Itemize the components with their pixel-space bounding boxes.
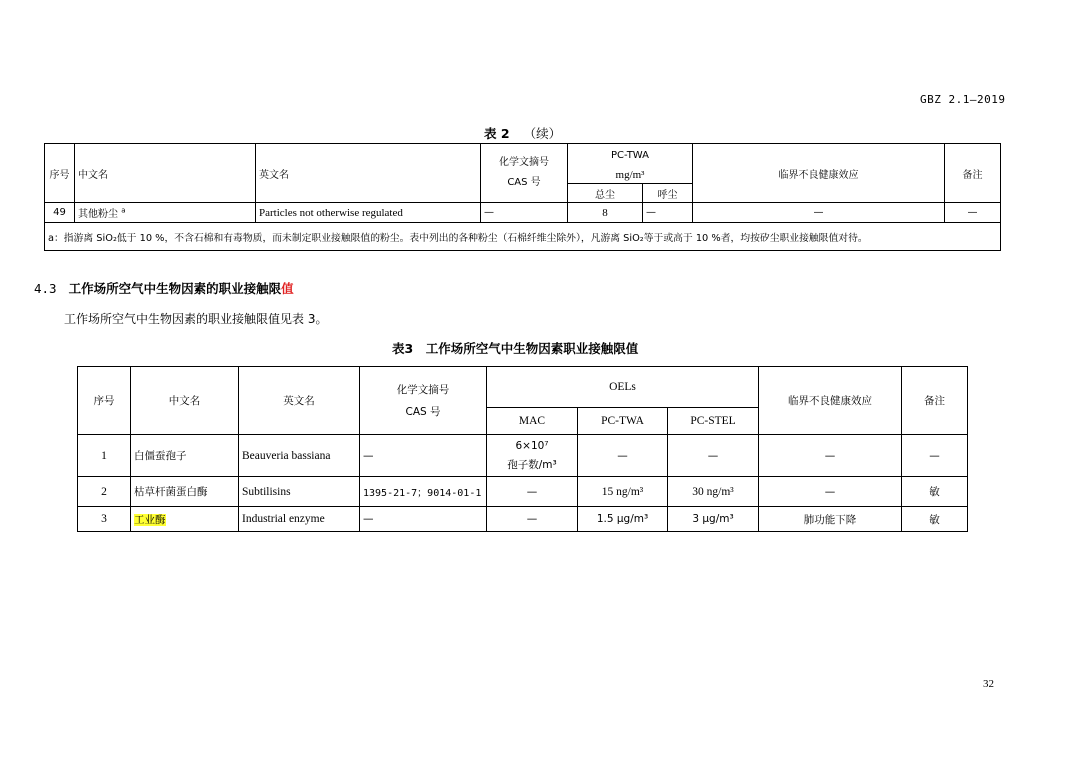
t3-cell-en-name: Beauveria bassiana xyxy=(239,435,360,477)
section-title: 工作场所空气中生物因素的职业接触限 xyxy=(68,281,282,296)
t2-header-cn-name: 中文名 xyxy=(75,144,256,203)
t3-cell-seq: 3 xyxy=(78,507,131,532)
t3-cell-mac: — xyxy=(487,507,578,532)
t3-header-oels: OELs xyxy=(487,367,759,408)
t3-cell-note: 敏 xyxy=(902,507,968,532)
t2-cell-en-name: Particles not otherwise regulated xyxy=(256,203,481,223)
t3-cell-cn-name: 枯草杆菌蛋白酶 xyxy=(131,477,239,507)
section-heading xyxy=(34,279,294,297)
section-body: 工作场所空气中生物因素的职业接触限值见表 3。 xyxy=(64,312,328,326)
t3-cell-effect: 肺功能下降 xyxy=(759,507,902,532)
t2-header-pc-twa: PC-TWA xyxy=(568,144,693,168)
t3-cell-effect: — xyxy=(759,477,902,507)
t2-footnote: a：指游离 SiO₂低于 10 %，不含石棉和有毒物质，而未制定职业接触限值的粉尘。表中列出的各种粉尘（石棉纤维尘除外），凡游离 SiO₂等于或高于 10 %者，均按矽尘职业接触限值对待。 xyxy=(45,223,1001,251)
section-number: 4.3 xyxy=(34,281,57,296)
t2-header-note: 备注 xyxy=(945,144,1001,203)
section-title-last-char: 值 xyxy=(281,281,294,296)
t3-cell-en-name: Industrial enzyme xyxy=(239,507,360,532)
table-row xyxy=(78,477,968,507)
t3-cell-pc-stel: 30 ng/m³ xyxy=(668,477,759,507)
t3-cell-pc-stel: — xyxy=(668,435,759,477)
table2 xyxy=(44,143,1001,251)
t3-header-note: 备注 xyxy=(902,367,968,435)
t2-cell-cas: — xyxy=(481,203,568,223)
t2-header-seq: 序号 xyxy=(45,144,75,203)
t3-cell-pc-twa: — xyxy=(578,435,668,477)
table3 xyxy=(77,366,968,532)
t2-cell-seq: 49 xyxy=(45,203,75,223)
t3-header-mac: MAC xyxy=(487,408,578,435)
t2-header-unit: mg/m³ xyxy=(568,168,693,184)
t3-cell-note: 敏 xyxy=(902,477,968,507)
t3-cell-cas: — xyxy=(360,435,487,477)
table-row xyxy=(78,507,968,532)
t3-cell-effect: — xyxy=(759,435,902,477)
t3-header-en-name: 英文名 xyxy=(239,367,360,435)
t3-cell-pc-twa: 1.5 μg/m³ xyxy=(578,507,668,532)
t2-header-effect: 临界不良健康效应 xyxy=(693,144,945,203)
t3-header-seq: 序号 xyxy=(78,367,131,435)
t2-footnote-ref: a xyxy=(121,206,126,215)
t3-header-pc-twa: PC-TWA xyxy=(578,408,668,435)
t2-cell-cn-name xyxy=(75,203,256,223)
table-row xyxy=(45,203,1001,223)
t3-cell-cas: — xyxy=(360,507,487,532)
t2-cell-total: 8 xyxy=(568,203,643,223)
t3-header-pc-stel: PC-STEL xyxy=(668,408,759,435)
table3-title: 表3 工作场所空气中生物因素职业接触限值 xyxy=(392,341,639,356)
t2-cn-name-text: 其他粉尘 xyxy=(78,209,118,220)
t2-cell-note: — xyxy=(945,203,1001,223)
table2-title-label: 表 2 xyxy=(484,126,510,141)
t2-header-cas: 化学文摘号 CAS 号 xyxy=(481,144,568,203)
t3-cell-mac: — xyxy=(487,477,578,507)
table2-title xyxy=(484,124,561,142)
t3-cell-mac: 6×10⁷ 孢子数/m³ xyxy=(487,435,578,477)
t3-cell-seq: 1 xyxy=(78,435,131,477)
t3-header-cas: 化学文摘号 CAS 号 xyxy=(360,367,487,435)
t2-header-resp-dust: 呼尘 xyxy=(643,184,693,203)
t3-cell-pc-twa: 15 ng/m³ xyxy=(578,477,668,507)
t3-cell-cn-name: 白僵蚕孢子 xyxy=(131,435,239,477)
t3-cell-pc-stel: 3 μg/m³ xyxy=(668,507,759,532)
t3-header-cn-name: 中文名 xyxy=(131,367,239,435)
t3-cell-en-name: Subtilisins xyxy=(239,477,360,507)
table2-title-suffix: （续） xyxy=(523,126,562,141)
highlighted-text: 工业酶 xyxy=(134,513,166,526)
t3-cell-cn-name xyxy=(131,507,239,532)
t3-cell-cas: 1395-21-7；9014-01-1 xyxy=(360,477,487,507)
t2-cell-resp: — xyxy=(643,203,693,223)
t2-header-en-name: 英文名 xyxy=(256,144,481,203)
t2-header-total-dust: 总尘 xyxy=(568,184,643,203)
standard-code: GBZ 2.1—2019 xyxy=(920,93,1006,106)
t3-header-effect: 临界不良健康效应 xyxy=(759,367,902,435)
table-row xyxy=(78,435,968,477)
t3-cell-note: — xyxy=(902,435,968,477)
t2-cell-effect: — xyxy=(693,203,945,223)
t3-cell-seq: 2 xyxy=(78,477,131,507)
page-number: 32 xyxy=(983,678,994,690)
